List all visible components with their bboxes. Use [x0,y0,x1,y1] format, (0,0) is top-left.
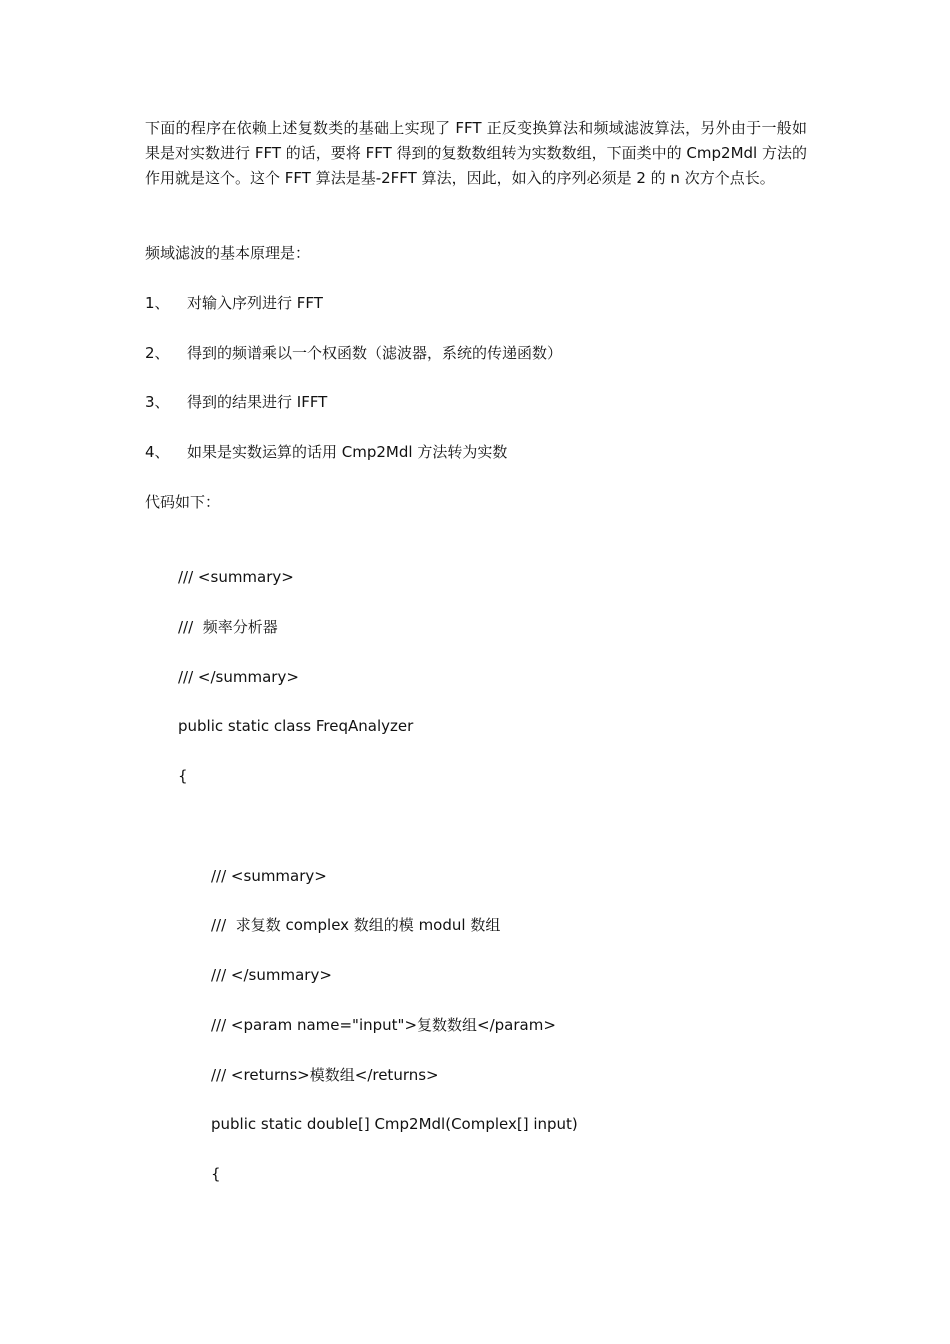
code-line: /// <param name="input">复数数组</param> [211,1016,556,1034]
step-text: 得到的结果进行 IFFT [187,393,328,411]
code-heading: 代码如下： [145,493,221,511]
step-text: 如果是实数运算的话用 Cmp2Mdl 方法转为实数 [187,443,508,461]
step-number: 1、 [145,294,170,312]
step-text: 对输入序列进行 FFT [187,294,323,312]
code-line: /// <returns>模数组</returns> [211,1066,439,1084]
principle-heading: 频域滤波的基本原理是： [145,244,311,262]
step-number: 4、 [145,443,170,461]
step-text: 得到的频谱乘以一个权函数（滤波器，系统的传递函数） [187,344,563,362]
code-line: /// </summary> [211,966,332,984]
step-number: 2、 [145,344,170,362]
step-item-2 [145,343,562,363]
intro-paragraph: 下面的程序在依赖上述复数类的基础上实现了 FFT 正反变换算法和频域滤波算法，另外由于一般如果是对实数进行 FFT 的话，要将 FFT 得到的复数数组转为实数数组，下面类中的 Cmp2Mdl 方法的作用就是这个。这个 FFT 算法是基-2FFT 算法，因此，如入的序列必须是 2 的 n 次方个点长。 [145,119,807,187]
code-line: /// </summary> [178,668,299,686]
code-line: { [211,1165,221,1183]
step-item-1 [145,293,323,313]
code-line: public static double[] Cmp2Mdl(Complex[] input) [211,1115,578,1133]
code-line: /// 求复数 complex 数组的模 modul 数组 [211,916,501,934]
step-item-3 [145,392,327,412]
code-line: public static class FreqAnalyzer [178,717,414,735]
step-item-4 [145,442,507,462]
code-line: /// 频率分析器 [178,618,278,636]
step-number: 3、 [145,393,170,411]
code-line: /// <summary> [178,568,294,586]
code-line: { [178,767,188,785]
code-line: /// <summary> [211,867,327,885]
